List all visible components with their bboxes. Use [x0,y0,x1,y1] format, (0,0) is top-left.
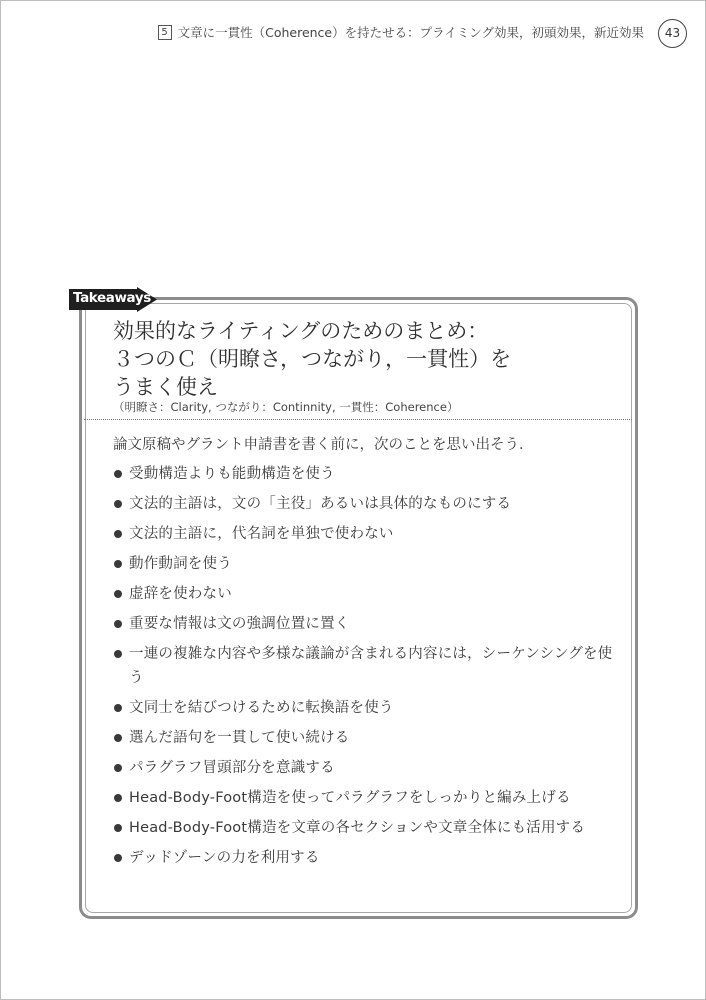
list-item [113,462,613,486]
bullet-icon [114,704,122,712]
list-item-text: デッドゾーンの力を利用する [129,850,320,866]
list-item-text: 動作動詞を使う [129,556,232,572]
list-item [113,612,613,636]
box-title [113,317,613,401]
list-item-text: Head-Body-Foot構造を文章の各セクションや文章全体にも活用する [129,820,586,836]
list-item-text: 受動構造よりも能動構造を使う [129,466,335,482]
bullet-icon [114,590,122,598]
chapter-number: 5 [158,25,172,40]
bullet-icon [114,854,122,862]
list-item [113,552,613,576]
takeaway-list [113,462,613,876]
list-item-text: 文法的主語に，代名詞を単独で使わない [129,526,394,542]
list-item [113,756,613,780]
list-item [113,522,613,546]
list-item [113,816,613,840]
intro-text: 論文原稿やグラント申請書を書く前に，次のことを思い出そう． [113,437,534,453]
page-number: 43 [658,19,687,48]
list-item-text: 文法的主語は，文の「主役」あるいは具体的なものにする [129,496,512,512]
list-item [113,492,613,516]
bullet-icon [114,470,122,478]
list-item [113,696,613,720]
list-item [113,726,613,750]
list-item [113,846,613,870]
running-title: 文章に一貫性（Coherence）を持たせる：プライミング効果，初頭効果，新近効果 [177,25,644,40]
bullet-icon [114,530,122,538]
bullet-icon [114,500,122,508]
box-title-line: うまく使え [113,375,218,399]
list-item [113,642,613,690]
bullet-icon [114,824,122,832]
bullet-icon [114,734,122,742]
box-subtitle: （明瞭さ：Clarity, つながり：Continnity, 一貫性：Coherence） [113,400,459,414]
bullet-icon [114,650,122,658]
list-item-text: Head-Body-Foot構造を使ってパラグラフをしっかりと編み上げる [129,790,571,806]
takeaways-label: Takeaways [73,290,151,306]
list-item-text: 重要な情報は文の強調位置に置く [129,616,350,632]
list-item-text: 虚辞を使わない [129,586,232,602]
list-item-text: パラグラフ冒頭部分を意識する [129,760,335,776]
list-item [113,786,613,810]
list-item-text: 文同士を結びつけるために転換語を使う [129,700,394,716]
list-item [113,582,613,606]
bullet-icon [114,794,122,802]
bullet-icon [114,620,122,628]
list-item-text: 選んだ語句を一貫して使い続ける [129,730,350,746]
bullet-icon [114,560,122,568]
list-item-text: 一連の複雑な内容や多様な議論が含まれる内容には，シーケンシングを使う [129,646,613,686]
box-title-line: 効果的なライティングのためのまとめ： [113,319,489,343]
dotted-divider [84,419,632,420]
takeaways-tag [69,287,157,312]
box-title-line: ３つのＣ（明瞭さ，つながり，一貫性）を [113,347,512,371]
bullet-icon [114,764,122,772]
running-header [158,21,644,43]
